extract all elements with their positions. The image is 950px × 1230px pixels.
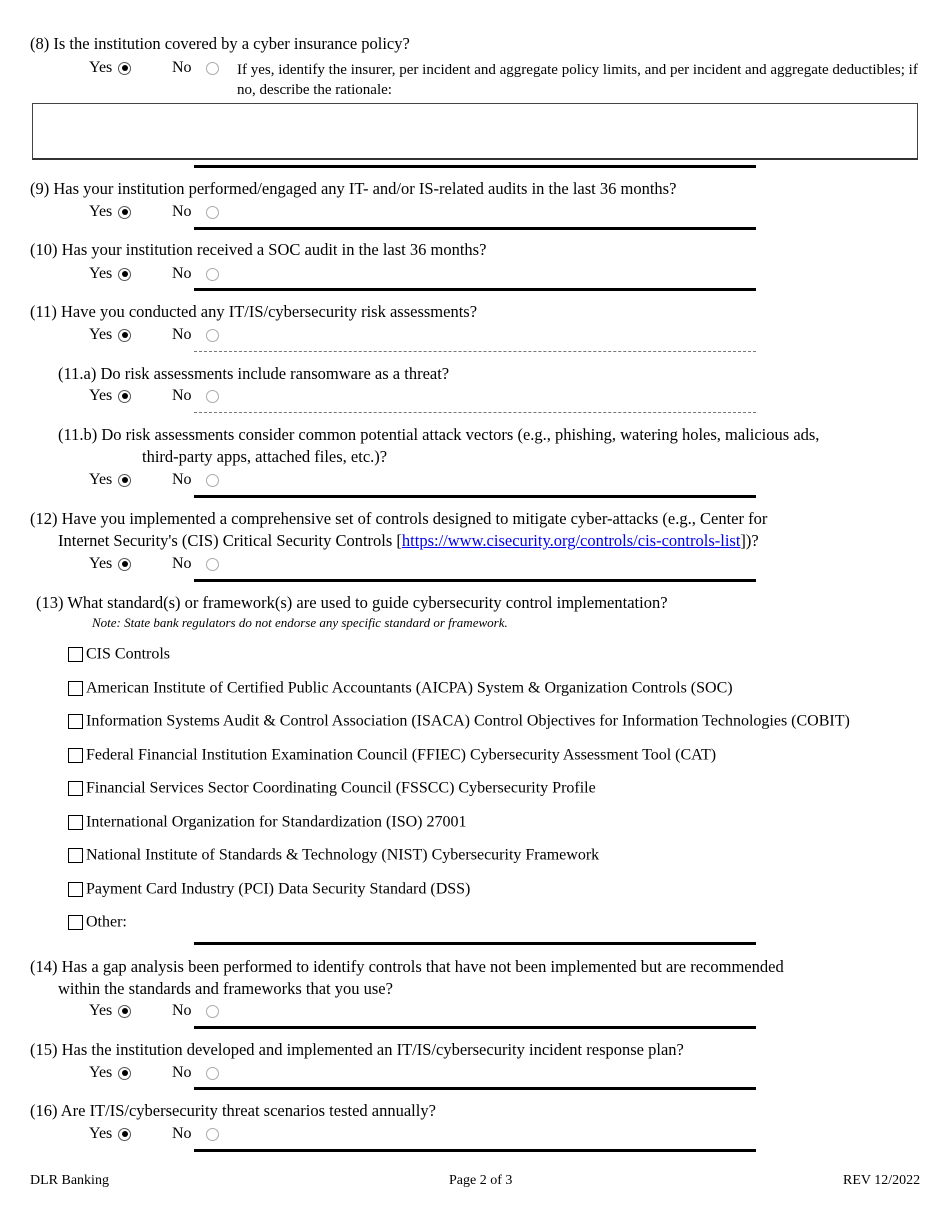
framework-checkbox[interactable] bbox=[68, 882, 83, 897]
q16-no-option[interactable] bbox=[172, 1124, 219, 1144]
q15-label: (15) Has the institution developed and implemented an IT/IS/cybersecurity incident response plan? bbox=[30, 1040, 684, 1059]
q8-yes-radio[interactable] bbox=[118, 62, 131, 75]
q11-yes-option[interactable] bbox=[89, 325, 131, 345]
q11a-yes-radio[interactable] bbox=[118, 390, 131, 403]
q9-no-radio[interactable] bbox=[206, 206, 219, 219]
yes-label: Yes bbox=[89, 203, 113, 221]
yes-label: Yes bbox=[89, 265, 113, 283]
q16-label: (16) Are IT/IS/cybersecurity threat scenarios tested annually? bbox=[30, 1101, 436, 1120]
q9-yes-option[interactable] bbox=[89, 202, 131, 222]
framework-option-aicpa[interactable] bbox=[68, 678, 733, 698]
divider bbox=[194, 1087, 756, 1090]
q12-label-pre: Internet Security's (CIS) Critical Security Controls [ bbox=[58, 531, 402, 550]
q10-yes-radio[interactable] bbox=[118, 268, 131, 281]
framework-checkbox[interactable] bbox=[68, 647, 83, 662]
q8-no-radio[interactable] bbox=[206, 62, 219, 75]
no-label: No bbox=[172, 203, 192, 221]
q10-label: (10) Has your institution received a SOC audit in the last 36 months? bbox=[30, 240, 487, 259]
framework-label: Information Systems Audit & Control Association (ISACA) Control Objectives for Information Technologies (COBIT) bbox=[86, 712, 850, 730]
q16-yes-radio[interactable] bbox=[118, 1128, 131, 1141]
q14-label-line1: (14) Has a gap analysis been performed to identify controls that have not been implemented but are recommended bbox=[30, 957, 784, 976]
framework-label: CIS Controls bbox=[86, 645, 171, 663]
q15-yes-option[interactable] bbox=[89, 1063, 131, 1083]
q15-no-option[interactable] bbox=[172, 1063, 219, 1083]
framework-label: Other: bbox=[86, 913, 127, 931]
q12-label-post: ])? bbox=[740, 531, 759, 550]
framework-label: American Institute of Certified Public Accountants (AICPA) System & Organization Controls (SOC) bbox=[86, 679, 733, 697]
framework-checkbox[interactable] bbox=[68, 714, 83, 729]
yes-label: Yes bbox=[89, 387, 113, 405]
divider bbox=[194, 942, 756, 945]
divider bbox=[194, 1149, 756, 1152]
q13-label: (13) What standard(s) or framework(s) are used to guide cybersecurity control implementation? bbox=[36, 593, 668, 612]
yes-label: Yes bbox=[89, 59, 113, 77]
no-label: No bbox=[172, 555, 192, 573]
no-label: No bbox=[172, 326, 192, 344]
framework-checkbox[interactable] bbox=[68, 915, 83, 930]
dashed-divider bbox=[194, 412, 756, 413]
q11b-label-line1: (11.b) Do risk assessments consider common potential attack vectors (e.g., phishing, watering holes, malicious ads, bbox=[58, 425, 820, 444]
q14-no-radio[interactable] bbox=[206, 1005, 219, 1018]
framework-label: National Institute of Standards & Technology (NIST) Cybersecurity Framework bbox=[86, 846, 600, 864]
no-label: No bbox=[172, 59, 192, 77]
q12-label-line1: (12) Have you implemented a comprehensive set of controls designed to mitigate cyber-attacks (e.g., Center for bbox=[30, 509, 768, 528]
framework-option-nist[interactable] bbox=[68, 845, 599, 865]
q11a-no-option[interactable] bbox=[172, 386, 219, 406]
q11-no-option[interactable] bbox=[172, 325, 219, 345]
q14-label-line2: within the standards and frameworks that you use? bbox=[58, 979, 393, 998]
q10-yes-option[interactable] bbox=[89, 264, 131, 284]
q9-yes-radio[interactable] bbox=[118, 206, 131, 219]
q11a-yes-option[interactable] bbox=[89, 386, 131, 406]
q11-label: (11) Have you conducted any IT/IS/cybersecurity risk assessments? bbox=[30, 302, 478, 321]
yes-label: Yes bbox=[89, 471, 113, 489]
q12-label-line2 bbox=[58, 530, 759, 552]
q9-label: (9) Has your institution performed/engaged any IT- and/or IS-related audits in the last 36 months? bbox=[30, 179, 677, 198]
q8-hint: If yes, identify the insurer, per incident and aggregate policy limits, and per incident and aggregate deductibles; if no, describe the rationale: bbox=[237, 62, 918, 98]
footer-revision: REV 12/2022 bbox=[843, 1173, 921, 1188]
divider bbox=[194, 227, 756, 230]
yes-label: Yes bbox=[89, 326, 113, 344]
framework-checkbox[interactable] bbox=[68, 848, 83, 863]
yes-label: Yes bbox=[89, 1064, 113, 1082]
q11b-no-radio[interactable] bbox=[206, 474, 219, 487]
cis-controls-link[interactable]: https://www.cisecurity.org/controls/cis-controls-list bbox=[401, 531, 741, 550]
framework-checkbox[interactable] bbox=[68, 781, 83, 796]
framework-option-cis[interactable] bbox=[68, 644, 170, 664]
divider bbox=[194, 495, 756, 498]
framework-checkbox[interactable] bbox=[68, 815, 83, 830]
framework-option-fsscc[interactable] bbox=[68, 778, 596, 798]
divider bbox=[194, 1026, 756, 1029]
q14-yes-option[interactable] bbox=[89, 1001, 131, 1021]
framework-option-pci[interactable] bbox=[68, 879, 470, 899]
q16-no-radio[interactable] bbox=[206, 1128, 219, 1141]
framework-label: Federal Financial Institution Examination Council (FFIEC) Cybersecurity Assessment Tool (CAT) bbox=[86, 746, 717, 764]
q8-response-box[interactable] bbox=[32, 103, 918, 160]
framework-label: Payment Card Industry (PCI) Data Security Standard (DSS) bbox=[86, 880, 471, 898]
no-label: No bbox=[172, 1125, 192, 1143]
framework-option-other[interactable] bbox=[68, 912, 127, 932]
footer-left: DLR Banking bbox=[30, 1173, 109, 1188]
framework-option-isaca[interactable] bbox=[68, 711, 850, 731]
framework-option-iso[interactable] bbox=[68, 812, 466, 832]
q11b-label-line2: third-party apps, attached files, etc.)? bbox=[142, 447, 388, 466]
q15-yes-radio[interactable] bbox=[118, 1067, 131, 1080]
q9-no-option[interactable] bbox=[172, 202, 219, 222]
no-label: No bbox=[172, 1002, 192, 1020]
q12-yes-option[interactable] bbox=[89, 554, 131, 574]
q14-no-option[interactable] bbox=[172, 1001, 219, 1021]
yes-label: Yes bbox=[89, 1002, 113, 1020]
footer-page-number: Page 2 of 3 bbox=[449, 1173, 513, 1188]
q12-no-option[interactable] bbox=[172, 554, 219, 574]
q11b-yes-option[interactable] bbox=[89, 470, 131, 490]
yes-label: Yes bbox=[89, 555, 113, 573]
q8-label: (8) Is the institution covered by a cyber insurance policy? bbox=[30, 34, 410, 53]
dashed-divider bbox=[194, 351, 756, 352]
framework-label: International Organization for Standardization (ISO) 27001 bbox=[86, 813, 467, 831]
q8-yes-option[interactable] bbox=[89, 58, 131, 78]
q11a-no-radio[interactable] bbox=[206, 390, 219, 403]
q8-no-option[interactable] bbox=[172, 58, 219, 78]
no-label: No bbox=[172, 471, 192, 489]
no-label: No bbox=[172, 265, 192, 283]
divider bbox=[194, 288, 756, 291]
divider bbox=[194, 165, 756, 168]
yes-label: Yes bbox=[89, 1125, 113, 1143]
q10-no-radio[interactable] bbox=[206, 268, 219, 281]
framework-label: Financial Services Sector Coordinating Council (FSSCC) Cybersecurity Profile bbox=[86, 779, 596, 797]
q12-yes-radio[interactable] bbox=[118, 558, 131, 571]
framework-checkbox[interactable] bbox=[68, 748, 83, 763]
q11-no-radio[interactable] bbox=[206, 329, 219, 342]
q11b-no-option[interactable] bbox=[172, 470, 219, 490]
q10-no-option[interactable] bbox=[172, 264, 219, 284]
framework-option-ffiec[interactable] bbox=[68, 745, 716, 765]
q14-yes-radio[interactable] bbox=[118, 1005, 131, 1018]
q16-yes-option[interactable] bbox=[89, 1124, 131, 1144]
q15-no-radio[interactable] bbox=[206, 1067, 219, 1080]
no-label: No bbox=[172, 1064, 192, 1082]
q13-note: Note: State bank regulators do not endorse any specific standard or framework. bbox=[92, 615, 508, 630]
q12-no-radio[interactable] bbox=[206, 558, 219, 571]
divider bbox=[194, 579, 756, 582]
q11-yes-radio[interactable] bbox=[118, 329, 131, 342]
no-label: No bbox=[172, 387, 192, 405]
q11b-yes-radio[interactable] bbox=[118, 474, 131, 487]
framework-checkbox[interactable] bbox=[68, 681, 83, 696]
q11a-label: (11.a) Do risk assessments include ransomware as a threat? bbox=[58, 364, 450, 383]
